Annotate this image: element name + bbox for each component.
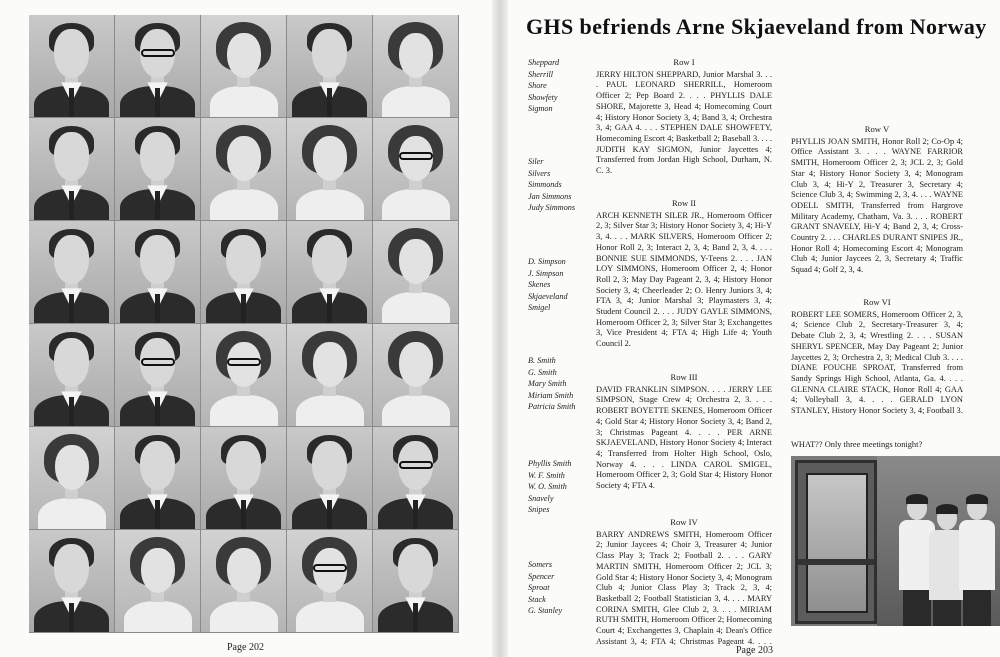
- page-title: GHS befriends Arne Skjaeveland from Norway: [526, 14, 987, 39]
- row-text: PHYLLIS JOAN SMITH, Honor Roll 2; Co-Op 4; Office Assistant 3. . . . WAYNE FARRIOR SMITH, Homeroom Officer 2, 3; JCL 2, 3; Gold Star 4; History Honor Society 3, 4; Monogram Club 3, 4; Hi-Y 2, Treasurer 3, Secretary 4; Science Club 3, 4; Swimming 2, 3, 4. . . . WAYNE ODELL SMITH, Transferred from Hargrove Military Academy, Chatham, Va. 3. . . . ROBERT GRANT SNAVELY, Hi-Y 4; Band 2, 3, 4; Cross-Country 2. . . . CHARLES DURANT SNIPES JR., Honor Roll 4; Homecoming Escort 4; Monogram Club 4; Junior Jaycees 2, 3, Secretary 4; Traffic Squad 4; Golf 2, 3, 4.: [791, 136, 963, 275]
- student-portrait: [29, 15, 115, 118]
- row-block-3: [596, 372, 772, 492]
- name-label: Snipes: [528, 505, 550, 515]
- student-portrait: [201, 530, 287, 633]
- name-label: Siler: [528, 157, 544, 166]
- name-group-1: [528, 57, 559, 115]
- name-label: B. Smith: [528, 356, 556, 365]
- student-portrait: [373, 118, 459, 221]
- row-text: BARRY ANDREWS SMITH, Homeroom Officer 2; Junior Jaycees 4; Choir 3, Treasurer 4; Junior Class Play 3; Track 2; Football 2. . . . GARY MARTIN SMITH, Homeroom Officer 2; JCL 3; Gold Star 4; History Honor Society 3, 4; Monogram Club 4; Junior Class Play 3; Track 2, 3, 4; Basketball 2; Football Statistician 3, 4. . . . MARY CORINA SMITH, Glee Club 2, 3. . . . MIRIAM RUTH SMITH, Homeroom Officer 2; Homecoming Court 4; Exchangettes 3, Chaplain 4; Dean's Office Assistant 3, 4; FTA 4; Christmas Pageant 4. . . .: [596, 529, 772, 646]
- name-label: G. Stanley: [528, 606, 563, 616]
- hallway-photo: [791, 456, 1000, 626]
- student-portrait: [115, 427, 201, 530]
- name-label: G. Smith: [528, 367, 557, 377]
- name-label: Simmonds: [528, 180, 562, 190]
- name-group-4: [528, 355, 576, 413]
- student-figure: [959, 496, 995, 626]
- name-label: Sigmon: [528, 104, 553, 114]
- student-portrait: [287, 324, 373, 427]
- row-heading: Row IV: [670, 517, 698, 527]
- student-portrait: [373, 15, 459, 118]
- name-label: Showfety: [528, 92, 558, 102]
- student-portrait: [287, 427, 373, 530]
- student-portrait: [201, 118, 287, 221]
- student-portrait: [373, 427, 459, 530]
- name-label: Sheppard: [528, 58, 560, 67]
- name-label: Spencer: [528, 571, 555, 581]
- student-portrait: [29, 221, 115, 324]
- name-label: Sproat: [528, 583, 550, 593]
- row-text: JERRY HILTON SHEPPARD, Junior Marshal 3. . . . PAUL LEONARD SHERRILL, Homeroom Officer 2; Pep Board 2. . . . PHYLLIS DALE SHORE, Majorette 3, Head 4; Homecoming Court 4; History Honor Society 3, 4; Band 3, 4; Orchestra 3, 4; GAA 4. . . . STEPHEN DALE SHOWFETY, Homecoming Escort 4; Basketball 2; Baseball 3. . . . JUDITH KAY SIGMON, Junior Jaycettes 4; Transferred from Jordan High School, Durham, N. C. 3.: [596, 69, 772, 176]
- name-label: Phyllis Smith: [528, 459, 572, 468]
- name-label: Silvers: [528, 168, 551, 178]
- book-gutter: [492, 0, 508, 657]
- name-label: Mary Smith: [528, 379, 567, 389]
- name-label: J. Simpson: [528, 268, 564, 278]
- name-label: Shore: [528, 81, 547, 91]
- student-portrait: [373, 530, 459, 633]
- row-text: ARCH KENNETH SILER JR., Homeroom Officer 2, 3; Silver Star 3; History Honor Society 3, 4; Hi-Y 3, 4. . . . MARK SILVERS, Homeroom Officer 2; Honor Roll 2, 3; Interact 2, 3, 4; Band 2, 3, 4. . . . BONNIE SUE SIMMONDS, Y-Teens 2. . . . JAN LOY SIMMONS, Homeroom Officer 2, 4; Honor Roll 2, 3; May Day Pageant 2, 3, 4; History Honor Society 3, 4; Cheerleader 2; O. Henry Juniors 3, 4; FTA 3, 4; Junior Marshal 3; Playmasters 3, 4; Student Council 2. . . . JUDY GAYLE SIMMONS, Homeroom Officer 2, 3; Silver Star 3; Exchangettes 3, Vice President 4; FTA 4; High Life 4; Youth Council 2.: [596, 210, 772, 349]
- page-number-right: Page 203: [736, 645, 773, 656]
- name-label: Skjaeveland: [528, 291, 568, 301]
- name-group-3: [528, 256, 568, 314]
- student-portrait: [201, 15, 287, 118]
- name-label: Sherrill: [528, 69, 554, 79]
- student-portrait: [287, 221, 373, 324]
- student-portrait: [29, 118, 115, 221]
- student-portrait: [373, 221, 459, 324]
- name-group-6: [528, 559, 562, 617]
- student-portrait: [29, 427, 115, 530]
- row-heading: Row II: [671, 198, 697, 208]
- row-block-5: [791, 124, 963, 276]
- name-label: D. Simpson: [528, 257, 566, 266]
- student-portrait: [29, 324, 115, 427]
- student-portrait: [287, 118, 373, 221]
- name-label: Snavely: [528, 493, 554, 503]
- name-group-5: [528, 458, 571, 516]
- row-block-4: [596, 517, 772, 646]
- name-label: Smigel: [528, 303, 551, 313]
- row-text: DAVID FRANKLIN SIMPSON. . . . JERRY LEE SIMPSON, Stage Crew 4; Orchestra 2, 3. . . . ROBERT BOYETTE SKENES, Homeroom Officer 4; Gold Star 4; History Honor Society 3, 4; Band 2, 3; Christmas Pageant 4. . . . PER ARNE SKJAEVELAND, History Honor Society 4; Interact 4; Transferred from Holter High School, Oslo, Norway 4. . . . LINDA CAROL SMIGEL, Homeroom Officer 2, 3; Gold Star 4; History Honor Society 4; FTA 4.: [596, 384, 772, 491]
- student-portrait: [201, 427, 287, 530]
- student-portrait: [115, 530, 201, 633]
- student-portrait: [115, 324, 201, 427]
- name-group-2: [528, 156, 575, 214]
- row-heading: Row V: [864, 124, 890, 134]
- row-block-2: [596, 198, 772, 350]
- row-text: ROBERT LEE SOMERS, Homeroom Officer 2, 3, 4; Science Club 2, Secretary-Treasurer 3, 4; Debate Club 2, 3, 4; Wrestling 2. . . . SUSAN SHERYL SPENCER, May Day Pageant 2; Junior Jaycettes 2, 3; Orchestra 2, 3; Medical Club 3. . . . DIANE FOUCHE SPROAT, Transferred from Sandy Springs High School, Atlanta, Ga. 4. . . . GLENNA CLAIRE STACK, Honor Roll 4; GAA 4; Volleyball 3, 4. . . . GERALD LYON STANLEY, History Honor Society 3, 4; Football 3.: [791, 309, 963, 416]
- name-label: W. O. Smith: [528, 482, 567, 492]
- student-portrait: [287, 530, 373, 633]
- name-label: Patricia Smith: [528, 402, 576, 412]
- student-portrait: [373, 324, 459, 427]
- name-label: Somers: [528, 560, 553, 569]
- student-portrait: [287, 15, 373, 118]
- student-portrait: [115, 221, 201, 324]
- row-heading: Row VI: [863, 297, 891, 307]
- student-portrait: [115, 15, 201, 118]
- row-block-6: [791, 297, 963, 417]
- name-label: Skenes: [528, 280, 551, 290]
- row-heading: Row I: [673, 57, 695, 67]
- student-portrait: [201, 324, 287, 427]
- row-heading: Row III: [670, 372, 698, 382]
- name-label: Stack: [528, 594, 546, 604]
- student-portrait: [201, 221, 287, 324]
- student-portrait: [115, 118, 201, 221]
- name-label: Jan Simmons: [528, 191, 572, 201]
- page-number-left: Page 202: [227, 642, 264, 653]
- portrait-grid: [29, 15, 459, 633]
- name-label: Judy Simmons: [528, 203, 576, 213]
- name-label: Miriam Smith: [528, 390, 574, 400]
- name-label: W. F. Smith: [528, 470, 565, 480]
- student-portrait: [29, 530, 115, 633]
- glass-door: [795, 460, 877, 624]
- photo-caption: WHAT?? Only three meetings tonight?: [791, 440, 923, 449]
- row-block-1: [596, 57, 772, 177]
